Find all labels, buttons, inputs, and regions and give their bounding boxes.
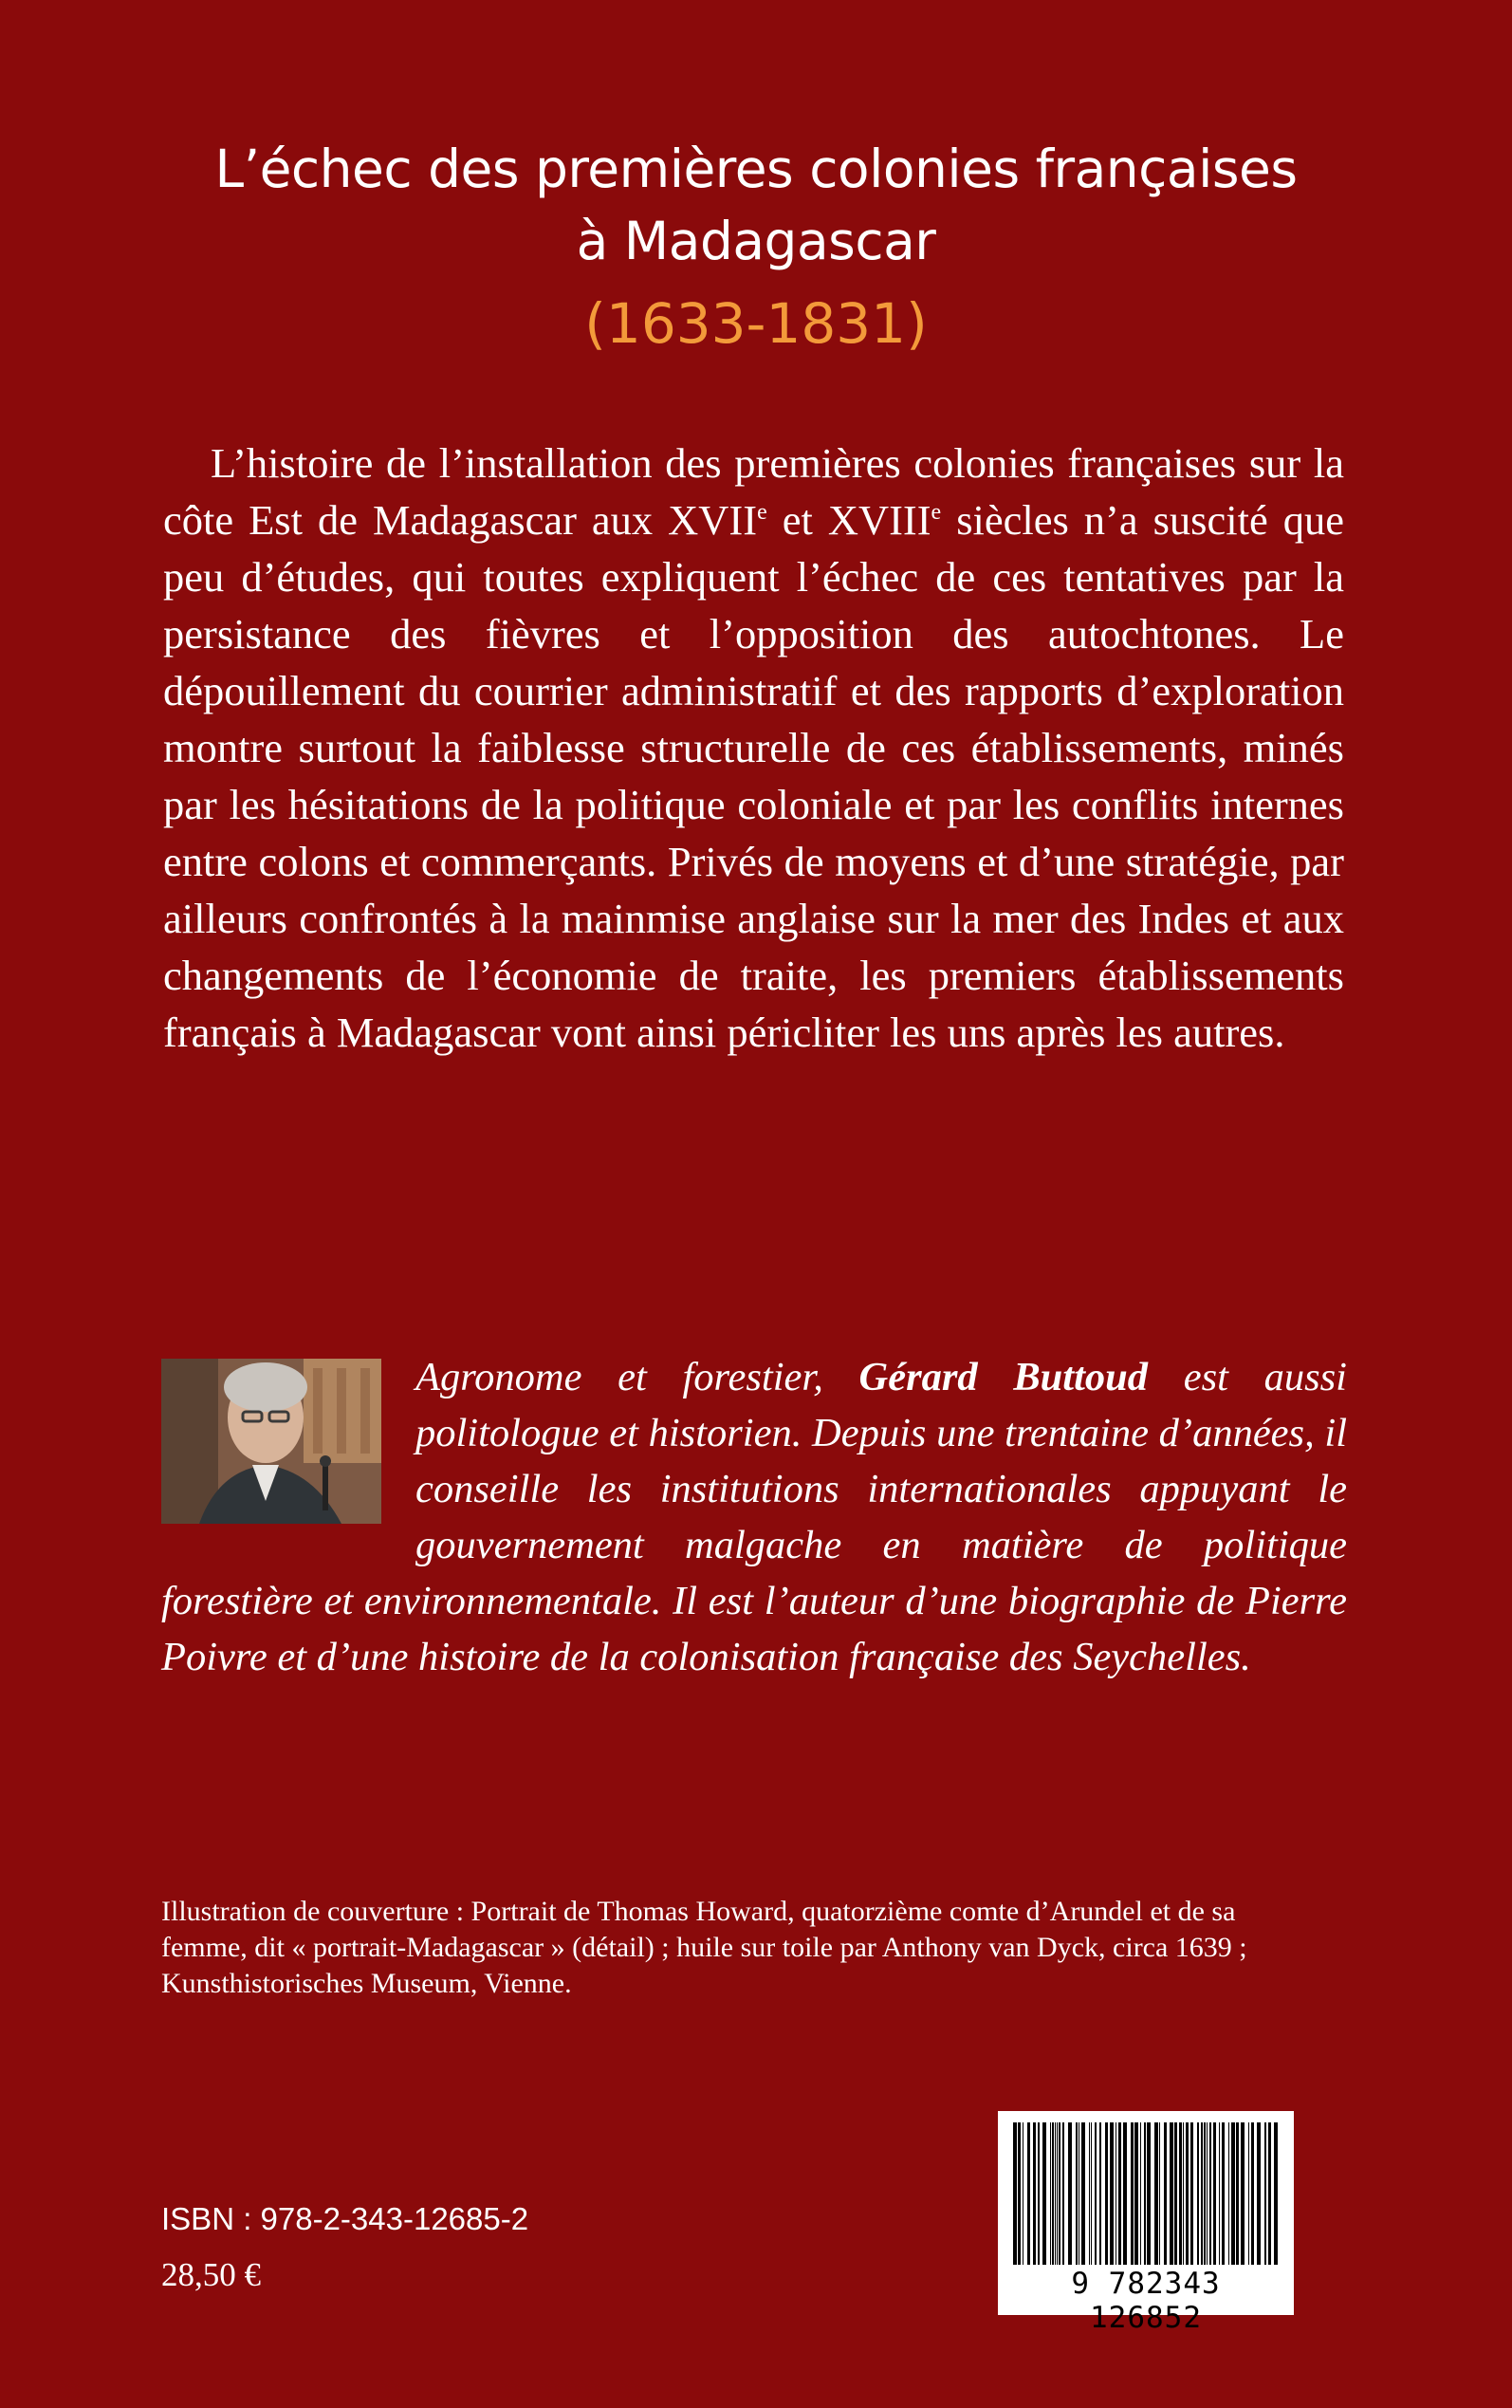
barcode-bar	[1055, 2122, 1056, 2265]
barcode-bar	[1134, 2122, 1138, 2265]
barcode-bar	[1018, 2122, 1021, 2265]
barcode-bar	[1013, 2122, 1017, 2265]
book-title-years: (1633-1831)	[584, 291, 928, 356]
author-bio-text: est aussi politologue et historien. Depuis une trentaine d’années, il conseille les institutions internationales appuyant le gouvernement malgache en matière de politique forestière et environnementale. Il est l’auteur d’une biographie de Pierre Poivre et d’une histoire de la colonisation française des Seychelles.	[161, 1355, 1347, 1679]
barcode-bar	[1140, 2122, 1141, 2265]
blurb-superscript-2: e	[931, 500, 942, 525]
blurb-superscript-1: e	[757, 500, 767, 525]
barcode-bar	[1147, 2122, 1151, 2265]
barcode-bar	[1257, 2122, 1261, 2265]
barcode-bar	[1201, 2122, 1203, 2265]
barcode-bar	[1099, 2122, 1101, 2265]
barcode-bar	[1057, 2122, 1058, 2265]
barcode-bar	[1204, 2122, 1206, 2265]
barcode-bar	[1241, 2122, 1245, 2265]
barcode-bar	[1105, 2122, 1108, 2265]
barcode-bar	[1076, 2122, 1078, 2265]
barcode-bar	[1222, 2122, 1225, 2265]
barcode-bar	[1062, 2122, 1064, 2265]
barcode-bar	[1213, 2122, 1216, 2265]
cover-illustration-credit: Illustration de couverture : Portrait de Thomas Howard, quatorzième comte d’Arundel et de sa femme, dit « portrait-Madagascar » (détail) ; huile sur toile par Anthony van Dyck, circa 1639 ; Kunsthistorisches Museum, Vienne.	[161, 1896, 1247, 1999]
barcode-bar	[1268, 2122, 1271, 2265]
barcode-bar	[1274, 2122, 1278, 2265]
blurb-text-3: siècles n’a suscité que peu d’études, qui toutes expliquent l’échec de ces tentatives par la persistance des fièvres et l’opposition des autochtones. Le dépouillement du courrier administratif et des rapports d’exploration montre surtout la faiblesse structurelle de ces établissements, minés par les hésitations de la politique coloniale et par les conflits internes entre colons et commerçants. Privés de moyens et d’une stratégie, par ailleurs confrontés à la mainmise anglaise sur la mer des Indes et aux changements de l’économie de traite, les premiers établissements français à Madagascar vont ainsi péricliter les uns après les autres.	[163, 496, 1344, 1056]
photo-spacer	[161, 1349, 415, 1573]
book-title-line-2: à Madagascar	[576, 211, 936, 271]
barcode-digits: 9 782343 126852	[1071, 2267, 1221, 2335]
barcode-bar	[1236, 2122, 1239, 2265]
barcode-bar	[1038, 2122, 1040, 2265]
title-block	[95, 133, 1417, 364]
barcode-bar	[1123, 2122, 1127, 2265]
barcode-bar	[1027, 2122, 1030, 2265]
barcode-bar	[1186, 2122, 1189, 2265]
barcode-bar	[1154, 2122, 1158, 2265]
barcode-bar	[1159, 2122, 1160, 2265]
barcode-bar	[1033, 2122, 1036, 2265]
barcode-bar	[1174, 2122, 1177, 2265]
barcode-bar	[1131, 2122, 1134, 2265]
barcode-bar	[1059, 2122, 1060, 2265]
barcode-bar	[1228, 2122, 1229, 2265]
barcode-bar	[1110, 2122, 1114, 2265]
author-name: Gérard Buttoud	[858, 1355, 1149, 1399]
barcode-bar	[1197, 2122, 1199, 2265]
barcode-bar	[1042, 2122, 1046, 2265]
author-bio	[161, 1349, 1347, 1685]
barcode-bar	[1251, 2122, 1254, 2265]
barcode-bars	[1009, 2122, 1282, 2265]
isbn: ISBN : 978-2-343-12685-2	[161, 2201, 529, 2236]
barcode-bar	[1231, 2122, 1235, 2265]
barcode	[998, 2111, 1294, 2335]
barcode-bar	[1264, 2122, 1266, 2265]
barcode-bar	[1190, 2122, 1193, 2265]
barcode-bar	[1170, 2122, 1173, 2265]
barcode-bar	[1068, 2122, 1072, 2265]
book-title-line-1: L’échec des premières colonies françaises	[214, 139, 1298, 199]
barcode-bar	[1089, 2122, 1090, 2265]
barcode-bar	[1207, 2122, 1208, 2265]
barcode-bar	[1183, 2122, 1184, 2265]
barcode-bar	[1219, 2122, 1220, 2265]
barcode-bar	[1095, 2122, 1097, 2265]
book-blurb	[163, 435, 1344, 1061]
barcode-bar	[1164, 2122, 1167, 2265]
barcode-bar	[1081, 2122, 1085, 2265]
blurb-text-2: et XVIII	[766, 496, 931, 544]
blurb-text-1: L’histoire de l’installation des premières colonies françaises sur la côte Est de Madagascar aux XVII	[163, 439, 1344, 544]
blurb-paragraph	[163, 435, 1344, 1061]
price: 28,50 €	[161, 2256, 261, 2293]
barcode-bar	[1209, 2122, 1211, 2265]
barcode-bar	[1091, 2122, 1092, 2265]
barcode-bar	[1179, 2122, 1182, 2265]
barcode-bar	[1248, 2122, 1249, 2265]
barcode-bar	[1144, 2122, 1146, 2265]
barcode-bar	[1050, 2122, 1051, 2265]
author-intro: Agronome et forestier,	[415, 1355, 859, 1399]
barcode-bar	[1118, 2122, 1121, 2265]
barcode-bar	[1052, 2122, 1054, 2265]
